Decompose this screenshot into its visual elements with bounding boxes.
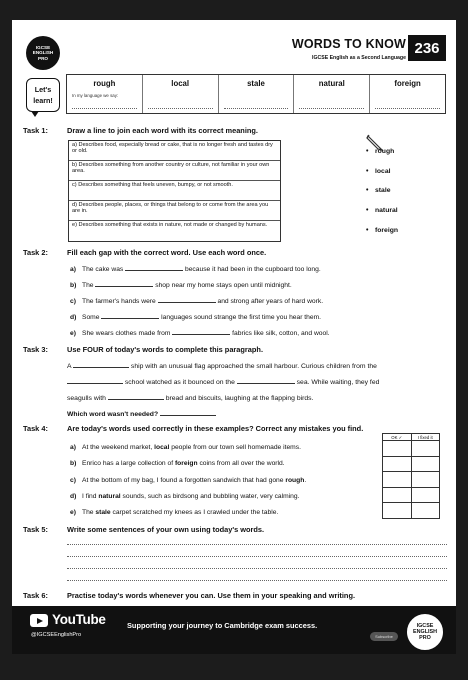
check-row — [383, 441, 439, 457]
item-letter: e) — [70, 509, 76, 516]
task4-label: Task 4: — [23, 424, 48, 433]
item-letter: a) — [70, 266, 76, 273]
match-word[interactable]: • stale — [375, 187, 391, 194]
fixed-cell[interactable] — [412, 488, 440, 503]
target-word: stale — [95, 509, 111, 516]
item-text: Some — [82, 314, 102, 321]
item-text: The — [82, 509, 96, 516]
definition-row: d) Describes people, places, or things that belong to or come from the area you are in. — [69, 201, 280, 221]
paragraph-text: school watched as it bounced on the — [123, 379, 237, 386]
match-word[interactable]: • rough — [375, 148, 394, 155]
task3-label: Task 3: — [23, 345, 48, 354]
logo-line: PRO — [419, 635, 431, 642]
task5-instruction: Write some sentences of your own using today's words. — [67, 525, 265, 534]
page-subtitle: IGCSE English as a Second Language — [312, 55, 406, 61]
translation-line[interactable] — [72, 108, 137, 109]
item-text: shop near my home stays open until midnight. — [153, 282, 292, 289]
fixed-header: I fixed it — [417, 435, 433, 440]
task1-label: Task 1: — [23, 126, 48, 135]
worksheet — [12, 20, 456, 654]
youtube-wordmark[interactable]: YouTube — [52, 612, 106, 627]
paragraph-text: A — [67, 363, 74, 370]
writing-line[interactable] — [67, 580, 447, 581]
item-text: because it had been in the cupboard too long. — [183, 266, 321, 273]
footer-banner — [12, 606, 456, 654]
item-text: Enrico has a large collection of — [82, 460, 175, 467]
paragraph-text: sea. While waiting, they fed — [294, 379, 380, 386]
gap-item — [70, 264, 321, 273]
ok-cell[interactable] — [383, 503, 412, 519]
paragraph-line — [67, 361, 377, 370]
word-cell — [370, 75, 445, 113]
answer-blank[interactable] — [237, 377, 295, 384]
page-title: WORDS TO KNOW — [291, 37, 406, 51]
ok-cell[interactable] — [383, 488, 412, 503]
word-label: stale — [247, 79, 265, 88]
definition-row: b) Describes something from another country or culture, not familiar in your own area. — [69, 161, 280, 181]
item-letter: b) — [70, 282, 77, 289]
example-item — [70, 444, 301, 451]
item-text: languages sound strange the first time you hear them. — [159, 314, 322, 321]
writing-line[interactable] — [67, 568, 447, 569]
example-item — [70, 477, 306, 484]
item-text: carpet scratched my knees as I crawled under the table. — [110, 509, 279, 516]
item-text: fabrics like silk, cotton, and wool. — [230, 330, 330, 337]
item-text: . — [304, 477, 307, 484]
paragraph-text: bread and biscuits, laughing at the flapping birds. — [163, 395, 314, 402]
writing-line[interactable] — [67, 544, 447, 545]
word-label: foreign — [394, 79, 421, 88]
answer-blank[interactable] — [67, 377, 123, 384]
check-table-header — [383, 434, 439, 441]
answer-blank[interactable] — [158, 296, 216, 303]
match-word[interactable]: • local — [375, 168, 391, 175]
target-word: natural — [98, 493, 121, 500]
item-letter: d) — [70, 314, 77, 321]
answer-blank[interactable] — [73, 361, 129, 368]
item-letter: a) — [70, 444, 76, 451]
gap-item — [70, 328, 330, 337]
unused-word-question — [67, 409, 216, 418]
target-word: foreign — [174, 460, 198, 467]
word-cell — [219, 75, 295, 113]
item-text: The farmer's hands were — [82, 298, 158, 305]
translation-line[interactable] — [224, 108, 289, 109]
item-text: sounds, such as birdsong and bubbling water, very calming. — [120, 493, 300, 500]
answer-blank[interactable] — [125, 264, 183, 271]
writing-line[interactable] — [67, 556, 447, 557]
definition-row: a) Describes food, especially bread or cake, that is no longer fresh and tastes dry or old. — [69, 141, 280, 161]
item-letter: e) — [70, 330, 76, 337]
ok-cell[interactable] — [383, 441, 412, 456]
word-grid — [66, 74, 446, 114]
translation-line[interactable] — [375, 108, 440, 109]
task3-instruction: Use FOUR of today's words to complete this paragraph. — [67, 345, 263, 354]
ok-cell[interactable] — [383, 457, 412, 472]
word-cell — [294, 75, 370, 113]
target-word: local — [154, 444, 170, 451]
fixed-cell[interactable] — [412, 503, 440, 519]
definition-row: e) Describes something that exists in nature, not made or changed by humans. — [72, 222, 268, 228]
target-word: rough — [285, 477, 305, 484]
answer-blank[interactable] — [101, 312, 159, 319]
word-cell — [143, 75, 219, 113]
worksheet-number: 236 — [408, 35, 446, 61]
logo-line: ENGLISH — [413, 628, 437, 635]
item-letter: c) — [70, 298, 76, 305]
item-text: and strong after years of hard work. — [215, 298, 324, 305]
check-table — [382, 433, 440, 519]
example-item — [70, 493, 299, 500]
paragraph-line — [67, 393, 313, 402]
footer-logo — [406, 613, 444, 651]
item-text: At the bottom of my bag, I found a forgotten sandwich that had gone — [82, 477, 286, 484]
footer-tagline: Supporting your journey to Cambridge exam success. — [127, 621, 318, 630]
ok-cell[interactable] — [383, 472, 412, 487]
logo-line: PRO — [38, 55, 48, 61]
definition-table — [68, 140, 281, 242]
definition-row: c) Describes something that feels uneven, bumpy, or not smooth. — [69, 181, 280, 201]
item-letter: c) — [70, 477, 76, 484]
task2-label: Task 2: — [23, 248, 48, 257]
task6-label: Task 6: — [23, 591, 48, 600]
lets-learn-bubble: Let's learn! — [26, 78, 60, 112]
word-cell — [67, 75, 143, 113]
igcse-logo — [26, 36, 60, 70]
logo-line: IGCSE — [35, 44, 51, 50]
answer-blank[interactable] — [160, 409, 216, 416]
item-text: The — [82, 282, 96, 289]
gap-item — [70, 296, 323, 305]
check-row — [383, 503, 439, 519]
gap-item — [70, 312, 321, 321]
item-text: The cake was — [82, 266, 126, 273]
item-letter: d) — [70, 493, 77, 500]
word-label: local — [171, 79, 190, 88]
item-text: people from our town sell homemade items. — [169, 444, 301, 451]
check-row — [383, 457, 439, 473]
item-text: She wears clothes made from — [82, 330, 173, 337]
gap-item — [70, 280, 292, 289]
paragraph-text: seagulls with — [67, 395, 108, 402]
youtube-play-icon[interactable] — [30, 614, 48, 627]
item-letter: b) — [70, 460, 77, 467]
check-row — [383, 472, 439, 488]
fixed-cell[interactable] — [412, 472, 440, 487]
logo-line: ENGLISH — [32, 50, 54, 56]
item-text: I find — [82, 493, 99, 500]
subscribe-button[interactable]: Subscribe — [370, 632, 398, 641]
task1-instruction: Draw a line to join each word with its correct meaning. — [67, 126, 258, 135]
example-item — [70, 460, 285, 467]
paragraph-text: ship with an unusual flag approached the small harbour. Curious children from the — [129, 363, 377, 370]
check-row — [383, 488, 439, 504]
example-item — [70, 509, 278, 516]
item-text: coins from all over the world. — [197, 460, 285, 467]
translation-line[interactable] — [148, 108, 213, 109]
match-word[interactable]: • natural — [375, 207, 398, 214]
question-text: Which word wasn't needed? — [67, 411, 161, 418]
match-word[interactable]: • foreign — [375, 227, 398, 234]
ok-header: OK ✓ — [383, 434, 412, 440]
item-text: At the weekend market, — [82, 444, 155, 451]
task2-instruction: Fill each gap with the correct word. Use each word once. — [67, 248, 267, 257]
fixed-cell[interactable] — [412, 457, 440, 472]
fixed-cell[interactable] — [412, 441, 440, 456]
translation-line[interactable] — [299, 108, 364, 109]
word-label: natural — [318, 79, 345, 88]
task6-instruction: Practise today's words whenever you can. Use them in your speaking and writing. — [67, 591, 356, 600]
logo-line: IGCSE — [416, 622, 434, 629]
task5-label: Task 5: — [23, 525, 48, 534]
paragraph-line — [67, 377, 379, 386]
channel-handle[interactable]: @IGCSEEnglishPro — [31, 632, 82, 638]
task4-instruction: Are today's words used correctly in these examples? Correct any mistakes you find. — [67, 424, 364, 433]
answer-blank[interactable] — [172, 328, 230, 335]
word-label: rough — [93, 79, 116, 88]
translation-hint: In my language we say: — [72, 93, 119, 98]
answer-blank[interactable] — [95, 280, 153, 287]
answer-blank[interactable] — [108, 393, 164, 400]
